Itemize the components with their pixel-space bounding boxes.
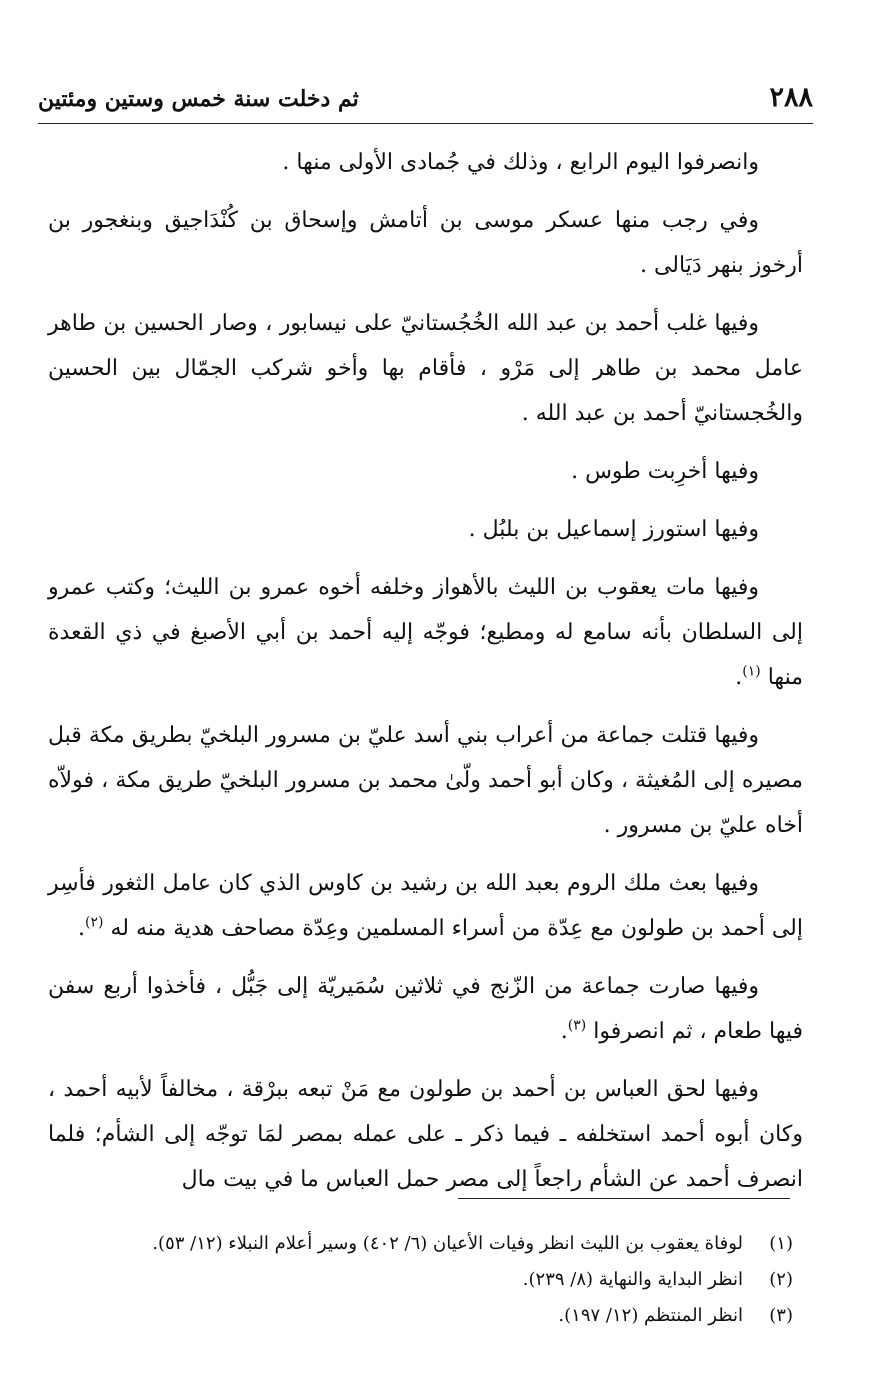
header-divider — [38, 123, 813, 124]
footnote-ref: (٣) — [567, 1017, 587, 1034]
footnote-item — [48, 1262, 793, 1298]
page-header — [38, 78, 813, 122]
footnote-text: لوفاة يعقوب بن الليث انظر وفيات الأعيان (٦/ ٤٠٢) وسير أعلام النبلاء (١٢/ ٥٣). — [152, 1233, 743, 1254]
footnote-text: انظر البداية والنهاية (٨/ ٢٣٩). — [522, 1269, 743, 1290]
paragraph: وفي رجب منها عسكر موسى بن أتامش وإسحاق بن كُنْدَاجيق وبنغجور بن أرخوز بنهر دَيَالى . — [48, 208, 803, 278]
footnotes — [48, 1226, 793, 1334]
paragraph: وفيها لحق العباس بن أحمد بن طولون مع مَنْ تبعه ببرْقة ، مخالفاً لأبيه أحمد ، وكان أبوه أحمد استخلفه ـ فيما ذكر ـ على عمله بمصر لمَا توجّه إلى الشأم؛ فلما انصرف أحمد عن الشأم راجعاً إلى مصر حمل العباس ما في بيت مال — [48, 1077, 803, 1192]
paragraph: وفيها مات يعقوب بن الليث بالأهواز وخلفه أخوه عمرو بن الليث؛ وكتب عمرو إلى السلطان بأنه سامع له ومطيع؛ فوجّه إليه أحمد بن أبي الأصبغ في ذي القعدة منها $^{(١)}$. — [48, 575, 803, 690]
footnote-divider — [458, 1198, 790, 1199]
footnote-number: (٢) — [769, 1269, 793, 1290]
running-title: ثم دخلت سنة خمس وستين ومئتين — [38, 86, 359, 112]
paragraph: وفيها غلب أحمد بن عبد الله الخُجُستانيّ على نيسابور ، وصار الحسين بن طاهر عامل محمد بن طاهر إلى مَرْو ، فأقام بها وأخو شركب الجمّال بين الحسين والخُجستانيّ أحمد بن عبد الله . — [48, 311, 803, 426]
footnote-item — [48, 1298, 793, 1334]
paragraph: وفيها صارت جماعة من الزّنج في ثلاثين سُمَيريّة إلى جَبُّل ، فأخذوا أربع سفن فيها طعام ، ثم انصرفوا $^{(٣)}$. — [48, 974, 803, 1044]
footnote-number: (١) — [769, 1233, 793, 1254]
footnote-ref: (٢) — [85, 914, 104, 931]
paragraph: وانصرفوا اليوم الرابع ، وذلك في جُمادى الأولى منها . — [282, 150, 759, 175]
footnote-number: (٣) — [769, 1305, 793, 1326]
footnote-text: انظر المنتظم (١٢/ ١٩٧). — [558, 1305, 743, 1326]
footnote-ref: (١) — [742, 663, 761, 680]
paragraph: وفيها بعث ملك الروم بعبد الله بن رشيد بن كاوس الذي كان عامل الثغور فأسِر إلى أحمد بن طولون مع عِدّة من أسراء المسلمين وعِدّة مصاحف هدية منه له $^{(٢)}$. — [48, 871, 803, 941]
paragraph: وفيها استورز إسماعيل بن بلبُل . — [468, 517, 759, 542]
footnote-item — [48, 1226, 793, 1262]
main-text — [48, 140, 803, 1215]
page-number: ٢٨٨ — [769, 82, 813, 113]
paragraph: وفيها أخرِبت طوس . — [571, 459, 759, 484]
paragraph: وفيها قتلت جماعة من أعراب بني أسد عليّ بن مسرور البلخيّ بطريق مكة قبل مصيره إلى المُغيثة ، وكان أبو أحمد ولّىٰ محمد بن مسرور البلخيّ طريق مكة ، فولاّه أخاه عليّ بن مسرور . — [48, 723, 803, 838]
